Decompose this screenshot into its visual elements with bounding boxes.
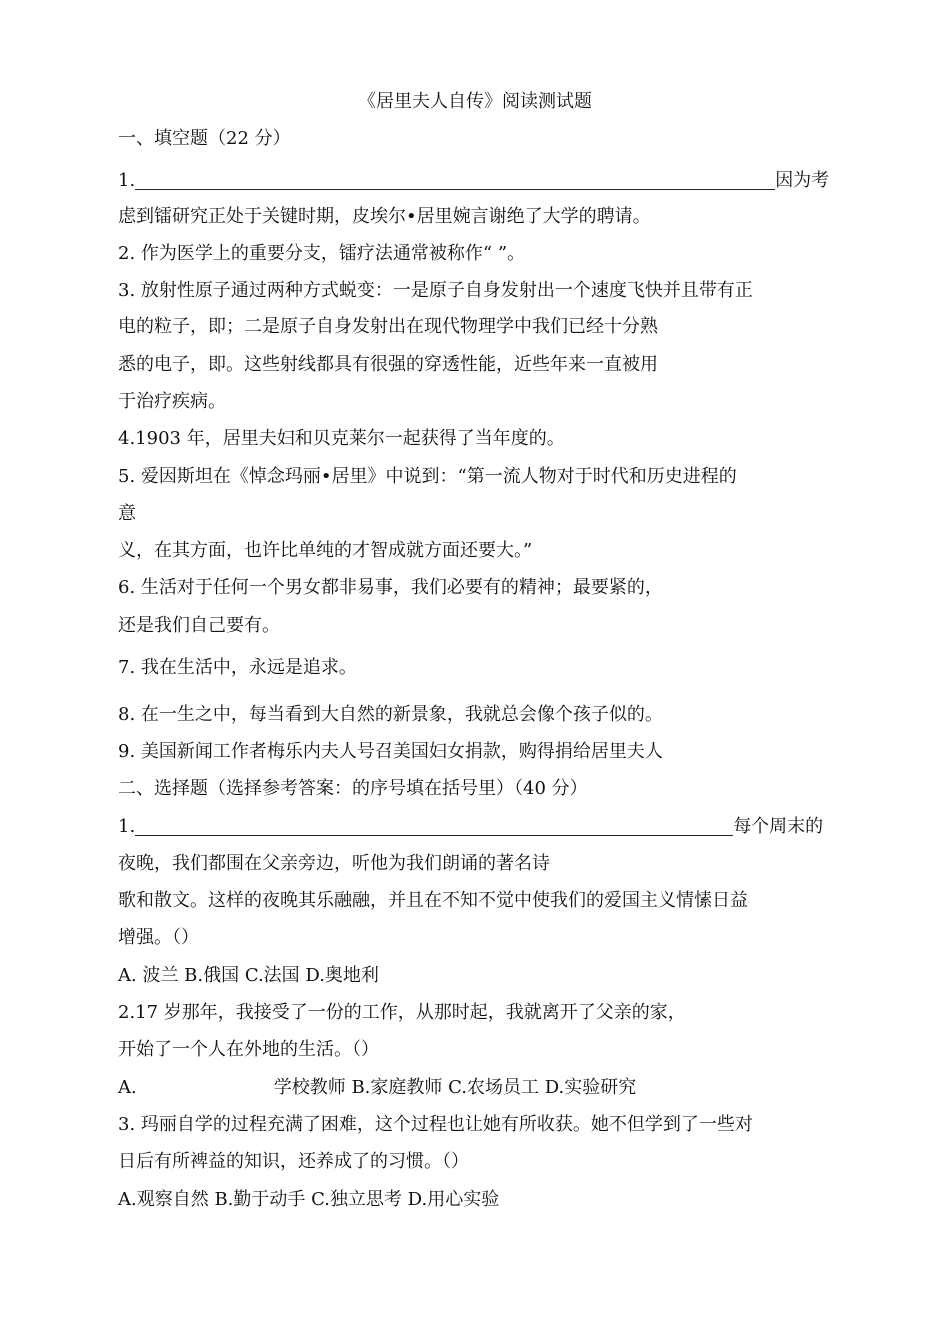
s2-q1-number: 1. (118, 816, 136, 837)
s1-q3-line: 悉的电子，即。这些射线都具有很强的穿透性能，近些年来一直被用 (118, 354, 658, 375)
s2-q3-line: 日后有所裨益的知识，还养成了的习惯。（） (118, 1151, 469, 1172)
s2-q1-options: A. 波兰 B.俄国 C.法国 D.奥地利 (118, 965, 379, 986)
answer-blank[interactable] (135, 815, 733, 836)
s2-q2-line: 2.17 岁那年，我接受了一份的工作，从那时起，我就离开了父亲的家， (118, 1002, 686, 1023)
s2-q2-option-a-label: A. (118, 1077, 137, 1098)
s2-q1-line: 增强。（） (118, 927, 199, 948)
s1-q1-number: 1. (118, 170, 136, 191)
s1-q9: 9. 美国新闻工作者梅乐内夫人号召美国妇女捐款，购得捐给居里夫人 (118, 741, 663, 762)
section1-heading: 一、填空题（22 分） (118, 128, 291, 149)
s1-q5-line: 义，在其方面，也许比单纯的才智成就方面还要大。” (118, 540, 533, 561)
s1-q8: 8. 在一生之中，每当看到大自然的新景象，我就总会像个孩子似的。 (118, 704, 663, 725)
s1-q3-line: 电的粒子，即；二是原子自身发射出在现代物理学中我们已经十分熟 (118, 316, 658, 337)
s1-q1-line (118, 168, 829, 194)
s2-q1-line: 夜晚，我们都围在父亲旁边，听他为我们朗诵的著名诗 (118, 853, 550, 874)
s1-q5-line: 意 (118, 503, 136, 524)
s1-q7: 7. 我在生活中，永远是追求。 (118, 657, 357, 678)
s1-q1-tail: 因为考 (775, 170, 830, 191)
s1-q3-line: 3. 放射性原子通过两种方式蜕变：一是原子自身发射出一个速度飞快并且带有正 (118, 280, 753, 301)
s2-q3-options: A.观察自然 B.勤于动手 C.独立思考 D.用心实验 (118, 1189, 500, 1210)
s1-q2: 2. 作为医学上的重要分支，镭疗法通常被称作“ ”。 (118, 243, 526, 264)
answer-blank[interactable] (135, 169, 775, 190)
s1-q3-line: 于治疗疾病。 (118, 391, 226, 412)
s2-q2-options-text: 学校教师 B.家庭教师 C.农场员工 D.实验研究 (273, 1077, 637, 1098)
s2-q3-line: 3. 玛丽自学的过程充满了困难，这个过程也让她有所收获。她不但学到了一些对 (118, 1114, 753, 1135)
s2-q2-line: 开始了一个人在外地的生活。（） (118, 1039, 379, 1060)
s2-q2-options (118, 1075, 636, 1101)
s1-q5-line: 5. 爱因斯坦在《悼念玛丽•居里》中说到：“第一流人物对于时代和历史进程的 (118, 466, 737, 487)
s2-q1-tail: 每个周末的 (733, 816, 824, 837)
s1-q1-continuation: 虑到镭研究正处于关键时期，皮埃尔•居里婉言谢绝了大学的聘请。 (118, 206, 651, 227)
s2-q1-line (118, 814, 823, 840)
section2-heading: 二、选择题（选择参考答案：的序号填在括号里）（40 分） (118, 778, 588, 799)
s1-q6-line: 还是我们自己要有。 (118, 615, 280, 636)
s2-q1-line: 歌和散文。这样的夜晚其乐融融，并且在不知不觉中使我们的爱国主义情愫日益 (118, 890, 748, 911)
s1-q6-line: 6. 生活对于任何一个男女都非易事，我们必要有的精神；最要紧的， (118, 577, 663, 598)
document-title: 《居里夫人自传》阅读测试题 (358, 91, 592, 112)
s1-q4: 4.1903 年，居里夫妇和贝克莱尔一起获得了当年度的。 (118, 428, 565, 449)
